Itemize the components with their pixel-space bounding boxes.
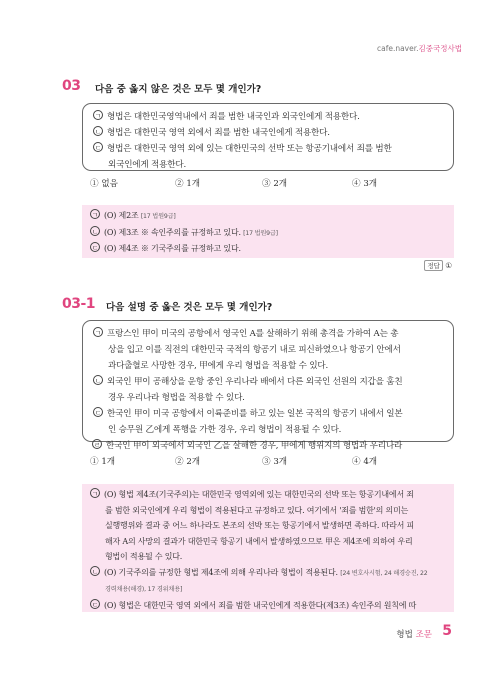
item-marker: ㄷ [94,144,102,152]
explanation-item: ㄷ (O) 형법은 대한민국 영역 외에서 죄를 범한 내국인에게 적용한다(제3조) 속인주의 원칙에 따 [91,600,417,610]
explanation-item: ㄴ (O) 기국주의를 규정한 형법 제4조에 의해 우리나라 형법이 적용된다. [24 변호사시험, 24 해경승진, 22 [91,567,428,577]
explanation-item: ㄱ (O) 형법 제4조(기국주의)는 대한민국 영역외에 있는 대한민국의 선박 또는 항공기내에서 죄 [91,490,414,499]
statement-box: ㄱ 프랑스인 甲이 미국의 공항에서 영국인 A를 살해하기 위해 총격을 가하여 A는 총 상을 입고 이를 직전의 대한민국 국적의 항공기 내로 피신하였으나 항공기 안에서 과다출혈로 사망한 경우, 甲에게 우리 형법을 적용할 수 있다. ㄴ 외국인 甲이 공해상을 운항 중인 우리나라 배에서 다른 외국인 선원의 지갑을 훔친 경우 우리나라 형법을 적용할 수 있다. ㄷ 한국인 甲이 미국 공항에서 이륙준비를 하고 있는 일본 국적의 항공기 내에서 일본 인 승무원 乙에게 폭행을 가한 경우, 우리 형법이 적용될 수 있다. [82,320,454,442]
page-header [377,43,462,54]
answer-value: ① [445,261,452,270]
explanation-item: ㄱ (O) 제2조 [17 법원9급] [91,211,176,220]
question-number: 03 [62,78,81,94]
question-text: 다음 설명 중 옳은 것은 모두 몇 개인가? [106,302,273,313]
answer-option[interactable]: ② 1개 [175,179,201,189]
answer-option[interactable]: ④ 4개 [352,457,378,467]
statement-item: ㄷ 형법은 대한민국 영역 외에 있는 대한민국의 선박 또는 항공기내에서 죄를 범한 [94,144,392,154]
page-number: 5 [442,623,452,639]
statement-item: ㄹ 한국인 甲이 외국에서 외국인 乙을 살해한 경우, 甲에게 행위지의 형법과 우리나라 [93,441,403,451]
site-url: cafe.naver. [376,44,419,53]
statement-item: ㄷ 한국인 甲이 미국 공항에서 이륙준비를 하고 있는 일본 국적의 항공기 내에서 일본 [94,409,403,419]
statement-item-continuation: 외국인에게 적용한다. [108,160,186,170]
statement-item: ㄴ 형법은 대한민국 영역 외에서 죄를 범한 내국인에게 적용한다. [94,128,330,138]
item-marker: ㄱ [94,112,102,120]
question-text: 다음 중 옳지 않은 것은 모두 몇 개인가? [95,84,262,95]
question-number: 03-1 [62,296,96,312]
source-note: [17 법원9급] [140,213,176,220]
cafe-name: 김중국정사법 [418,44,462,53]
explanation-item: ㄴ (O) 제3조 ※ 속인주의를 규정하고 있다. [17 법원9급] [91,227,278,237]
statement-item: ㄱ 형법은 대한민국영역내에서 죄를 범한 내국인과 외국인에게 적용한다. [94,112,360,122]
answer-option[interactable]: ② 2개 [175,457,201,467]
statement-item: ㄱ 프랑스인 甲이 미국의 공항에서 영국인 A를 살해하기 위해 총격을 가하여 A는 총 [94,329,399,339]
explanation-box: ㄱ (O) 형법 제4조(기국주의)는 대한민국 영역외에 있는 대한민국의 선박 또는 항공기내에서 죄 를 범한 외국인에게 우리 형법이 적용된다고 규정하고 있다. 여기에서 '죄를 범한'의 의미는 실행행위와 결과 중 어느 하나라도 본조의 선박 또는 항공기에서 발생하면 족하다. 따라서 피 해자 A의 사망의 결과가 대한민국 항공기 내에서 발생하였으므로 甲은 제4조에 의하여 우리 형법이 적용될 수 있다. ㄴ (O) 기국주의를 규정한 형법 제4조에 의해 우리나라 형법이 적용된다. [24 변호사시험, 24 해경승진, 22 경력채용(해경), 17 경위채용] ㄷ (O) 형법은 대한민국 영역 외에서 죄를 범한 내국인에게 적용한다(제3조) 속인주의 원칙에 따 [82,484,454,612]
answer-label: 정답 [424,260,443,271]
answer-option[interactable]: ③ 2개 [262,179,288,189]
answer-option[interactable]: ① 없음 [90,179,118,189]
source-note: 경력채용(해경), 17 경위채용] [105,586,183,593]
explanation-item: ㄷ (O) 제4조 ※ 기국주의를 규정하고 있다. [91,244,241,253]
source-note: [24 변호사시험, 24 해경승진, 22 [340,569,428,577]
answer-option[interactable]: ③ 3개 [262,457,288,467]
answer-option[interactable]: ① 1개 [90,457,116,467]
answer-option[interactable]: ④ 3개 [352,179,378,189]
item-marker: ㄴ [94,128,102,136]
explanation-box [82,205,454,258]
statement-box [82,103,454,171]
footer-subject: 형법 조문 [396,630,432,640]
statement-item: ㄴ 외국인 甲이 공해상을 운항 중인 우리나라 배에서 다른 외국인 선원의 지갑을 훔친 [94,377,403,387]
statement-box-overflow [92,438,452,454]
answer-key [424,260,452,271]
source-note: [17 법원9급] [243,229,278,237]
